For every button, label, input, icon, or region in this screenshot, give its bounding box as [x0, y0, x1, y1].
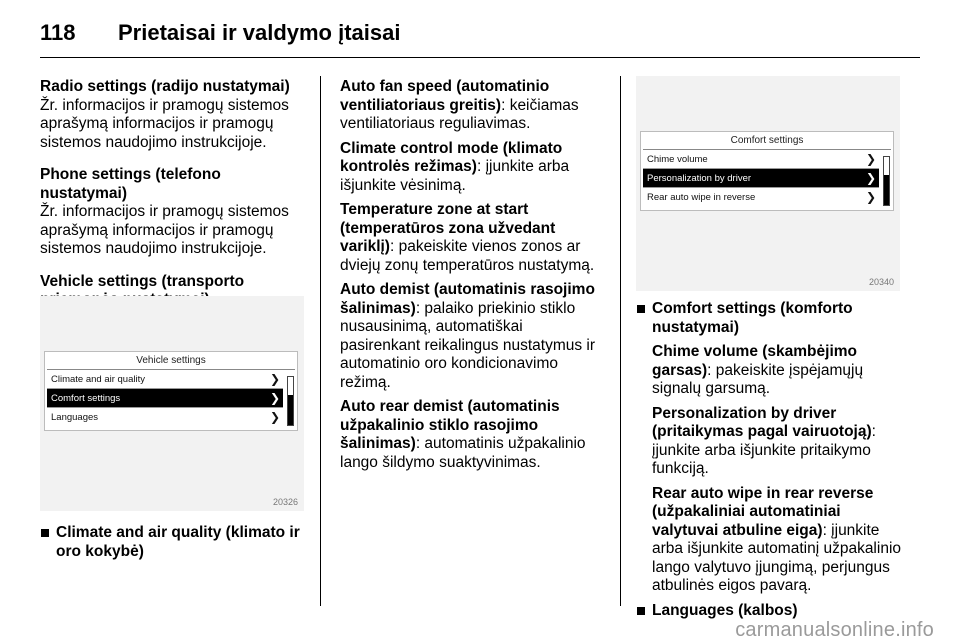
- chevron-right-icon: ❯: [269, 391, 280, 405]
- chime-volume-term: Chime volume (skambėjimo garsas): [652, 343, 858, 379]
- menu-item-comfort-selected: [47, 389, 283, 408]
- chime-volume-text: : pakeiskite įspėjamųjų signalų garsumą.: [652, 361, 864, 397]
- page-title: Prietaisai ir valdymo įtaisai: [118, 20, 401, 45]
- vehicle-settings-screen: [44, 351, 298, 431]
- chevron-right-icon: ❯: [269, 410, 280, 424]
- page-header: [40, 18, 920, 58]
- menu-item-climate: [47, 370, 283, 389]
- menu-item-personalization-selected: [643, 169, 879, 188]
- phone-settings-heading: Phone settings (telefono nustatymai): [40, 166, 221, 202]
- auto-fan-speed-paragraph: [340, 78, 606, 134]
- chevron-right-icon: ❯: [865, 152, 876, 166]
- menu-item-chime-volume: [643, 150, 879, 169]
- comfort-settings-screen: [640, 131, 894, 211]
- radio-settings-heading: Radio settings (radijo nustatymai): [40, 78, 290, 95]
- temperature-zone-text: : pakeiskite vienos zonos ar dviejų zonų temperatūros nustatymą.: [340, 238, 595, 274]
- auto-fan-speed-text: : keičiamas ventiliatoriaus reguliavimas.: [340, 96, 579, 132]
- image-number: 20326: [272, 497, 298, 507]
- temperature-zone-term: Temperature zone at start (temperatūros zona užvedant variklį): [340, 201, 556, 255]
- vehicle-settings-heading: Vehicle settings (transporto: [40, 272, 245, 290]
- menu-item-label: Personalization by driver: [647, 173, 752, 184]
- chevron-right-icon: ❯: [865, 171, 876, 185]
- vehicle-settings-screenshot: [40, 296, 304, 511]
- image-number: 20340: [868, 277, 894, 287]
- menu-item-label: Comfort settings: [51, 393, 121, 404]
- comfort-settings-bullet: Comfort settings (komforto nustatymai): [636, 300, 906, 337]
- column-divider-2: [620, 76, 621, 606]
- menu-item-label: Climate and air quality: [51, 374, 145, 385]
- screen-title: Vehicle settings: [47, 352, 295, 370]
- column-2: [340, 78, 606, 478]
- climate-control-mode-term: Climate control mode (klimato kontrolės režimas): [340, 139, 563, 175]
- rear-auto-wipe-paragraph: [636, 485, 906, 596]
- climate-control-mode-paragraph: [340, 140, 606, 196]
- menu-item-label: Rear auto wipe in reverse: [647, 192, 756, 203]
- personalization-term: Personalization by driver (pritaikymas pagal vairuotoją): [652, 404, 872, 440]
- scrollbar-thumb: [884, 175, 889, 205]
- personalization-text: : įjunkite arba išjunkite pritaikymo funkciją.: [652, 423, 876, 477]
- temperature-zone-paragraph: [340, 201, 606, 275]
- rear-auto-wipe-term: Rear auto wipe in rear reverse (užpakaliniai automatiniai valytuvai atbuline eiga): [652, 484, 874, 539]
- radio-settings-paragraph: [40, 78, 304, 152]
- languages-bullet: Languages (kalbos): [636, 602, 906, 621]
- column-divider-1: [320, 76, 321, 606]
- menu-item-label: Languages: [51, 412, 99, 423]
- watermark: carmanualsonline.info: [735, 619, 934, 641]
- auto-demist-text: : palaiko priekinio stiklo nusausinimą, automatiškai pasirenkant reikalingus nustatymus ir automatinio oro kondicionavimo režimą.: [340, 299, 596, 391]
- auto-rear-demist-paragraph: [340, 398, 606, 472]
- scrollbar: [287, 376, 294, 426]
- radio-settings-text: Žr. informacijos ir pramogų sistemos aprašymą informacijos ir pramogų sistemos naudojimo instrukcijoje.: [40, 96, 289, 151]
- column-1: [40, 78, 304, 324]
- chevron-right-icon: ❯: [865, 190, 876, 204]
- chime-volume-paragraph: [636, 343, 906, 399]
- auto-fan-speed-term: Auto fan speed (automatinio ventiliatoriaus greitis): [340, 78, 550, 114]
- personalization-paragraph: [636, 405, 906, 479]
- phone-settings-paragraph: [40, 166, 304, 259]
- auto-demist-paragraph: [340, 281, 606, 392]
- menu-item-label: Chime volume: [647, 154, 708, 165]
- auto-demist-term: Auto demist (automatinis rasojimo šalinimas): [340, 281, 595, 317]
- rear-auto-wipe-text: : įjunkite arba išjunkite automatinį užpakalinio lango valytuvo įjungimą, perjungus atbulinės eigos pavarą.: [652, 521, 902, 594]
- climate-bullet: Climate and air quality (klimato ir oro kokybė): [40, 524, 304, 561]
- auto-rear-demist-term: Auto rear demist (automatinis užpakalinio stiklo rasojimo šalinimas): [340, 398, 560, 452]
- comfort-settings-screenshot: [636, 76, 900, 291]
- climate-control-mode-text: : įjunkite arba išjunkite vėsinimą.: [340, 158, 570, 194]
- page-number: 118: [40, 20, 76, 45]
- column-1-bottom: [40, 524, 304, 561]
- scrollbar: [883, 156, 890, 206]
- column-3: [636, 300, 906, 620]
- screen-title: Comfort settings: [643, 132, 891, 150]
- menu-item-rear-auto-wipe: [643, 188, 879, 207]
- scrollbar-thumb: [288, 395, 293, 425]
- menu-item-languages: [47, 408, 283, 427]
- auto-rear-demist-text: : automatinis užpakalinio lango šildymo suaktyvinimas.: [340, 435, 586, 471]
- phone-settings-text: Žr. informacijos ir pramogų sistemos aprašymą informacijos ir pramogų sistemos naudojimo instrukcijoje.: [40, 203, 289, 257]
- chevron-right-icon: ❯: [269, 372, 280, 386]
